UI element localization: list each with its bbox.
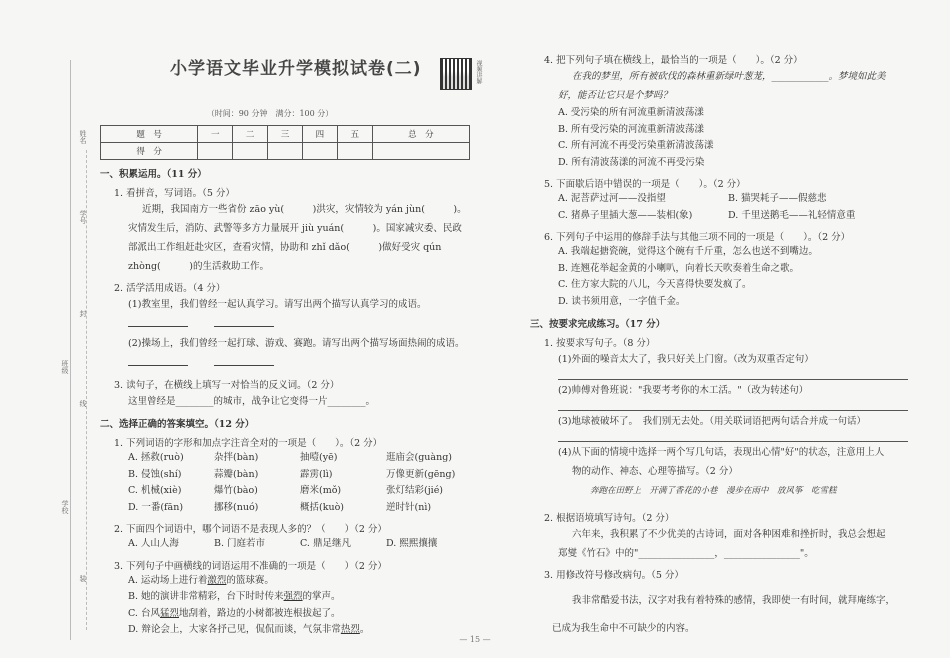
score-header-cell: 四 — [302, 126, 337, 143]
answer-blanks — [100, 355, 500, 372]
question-2-1-title: 1. 下列词语的字形和加点字注音全对的一项是（ ）。（2 分） — [114, 438, 383, 449]
answer-blanks — [100, 316, 500, 333]
option-b[interactable]: B. 门庭若市 — [214, 538, 266, 549]
side-label-seal: 封 — [79, 310, 87, 317]
option-text: 地刮着，路边的小树都被连根拔起了。 — [179, 607, 341, 619]
question-3-1-c: (3)地球被破坏了。 我们别无去处。（用关联词语把两句话合并成一句话） — [558, 416, 866, 427]
score-cell[interactable] — [372, 143, 469, 160]
option-word: 杂拌(bàn) — [214, 452, 259, 463]
score-header-cell: 总 分 — [372, 126, 469, 143]
question-2-4-options — [530, 105, 910, 171]
question-1-3-title: 3. 读句子，在横线上填写一对恰当的反义词。（2 分） — [114, 380, 340, 391]
score-header-cell: 一 — [198, 126, 233, 143]
question-1-2-b: (2)操场上，我们曾经一起打球、游戏、赛跑。请写出两个描写场面热闹的成语。 — [128, 338, 465, 349]
option-word: 挪移(nuó) — [214, 501, 259, 513]
option-word: B. 侵蚀(shí) — [128, 468, 182, 480]
option-word: 磨米(mǒ) — [300, 485, 342, 496]
question-3-2-title: 2. 根据语境填写诗句。（2 分） — [544, 513, 675, 524]
left-column — [100, 48, 500, 639]
option-text: 的掌声。 — [302, 591, 341, 602]
answer-blank[interactable] — [214, 355, 274, 366]
cut-line — [86, 150, 87, 630]
option-d[interactable]: D. 熙熙攘攘 — [386, 538, 438, 549]
underlined-word: 强烈 — [283, 591, 303, 602]
option-c[interactable]: C. 住方家大院的八儿，今天喜得快要发疯了。 — [558, 279, 752, 290]
option-word: 霹雳(lì) — [300, 468, 333, 480]
option-word: C. 机械(xiè) — [128, 485, 182, 496]
question-1-1-text: 部派出工作组赶赴灾区，查看灾情，协助和 zhǐ dǎo( )做好受灾 qún — [128, 242, 442, 253]
option-text: 的篮球赛。 — [226, 574, 274, 586]
option-a[interactable]: A. 泥菩萨过河——没指望 — [558, 193, 666, 204]
score-cell[interactable] — [268, 143, 303, 160]
answer-blank[interactable] — [214, 316, 274, 327]
qr-caption: 视频讲解 — [475, 60, 482, 84]
option-a[interactable] — [128, 573, 500, 590]
option-word: D. 一番(fān) — [128, 501, 184, 513]
header — [100, 54, 500, 94]
option-word: 爆竹(bào) — [214, 485, 258, 496]
option-d[interactable]: D. 所有清波荡漾的河流不再受污染 — [558, 156, 705, 168]
question-2-2-title: 2. 下面四个词语中，哪个词语不是表现人多的？（ ）（2 分） — [114, 524, 387, 535]
question-1-2-a: (1)教室里，我们曾经一起认真学习。请写出两个描写认真学习的成语。 — [128, 299, 427, 310]
question-1-2-title: 2. 活学活用成语。（4 分） — [114, 283, 226, 294]
option-a[interactable]: A. 我端起搪瓷碗，觉得这个碗有千斤重，怎么也送不到嘴边。 — [558, 246, 818, 257]
side-label-bind: 装 — [79, 575, 87, 582]
binding-line — [70, 60, 71, 640]
option-row[interactable] — [128, 483, 500, 500]
option-word: 概括(kuò) — [300, 501, 345, 513]
option-word: 张灯结彩(jié) — [386, 485, 444, 496]
right-column — [530, 48, 910, 637]
option-word: 万像更新(gēng) — [386, 468, 456, 480]
binding-strip — [58, 60, 86, 640]
answer-line[interactable] — [558, 378, 908, 380]
page-number: — 15 — — [459, 635, 491, 644]
score-cell[interactable] — [233, 143, 268, 160]
question-3-1-b: (2)帅傅对鲁班说："我要考考你的木工活。"（改为转述句） — [558, 385, 809, 396]
score-cell[interactable] — [302, 143, 337, 160]
question-3-3-text: 已成为我生命中不可缺少的内容。 — [552, 623, 695, 634]
side-label-class: 班级 — [61, 360, 69, 374]
score-header-cell: 三 — [268, 126, 303, 143]
question-1-1-text: 灾情发生后，消防、武警等多方力量展开 jiù yuán( )。国家减灾委、民政 — [128, 223, 462, 234]
option-a[interactable]: A. 受污染的所有河流重新清波荡漾 — [558, 107, 704, 118]
question-1-1-text: 近期，我国南方一些省份 zāo yù( )洪灾，灾情较为 yán jùn( )。 — [142, 204, 467, 215]
section-3-title: 三、按要求完成练习。（17 分） — [530, 319, 666, 330]
option-row[interactable] — [128, 467, 500, 484]
question-1-1-title: 1. 看拼音，写词语。（5 分） — [114, 188, 235, 199]
question-2-6-options — [530, 244, 910, 310]
score-cell[interactable] — [337, 143, 372, 160]
question-2-4-text: 好，能否让它只是个梦吗？ — [558, 90, 673, 101]
underlined-word: 激烈 — [207, 574, 227, 586]
scene-options: 奔跑在田野上 开满了香花的小巷 漫步在雨中 放风筝 吃雪糕 — [590, 486, 837, 496]
score-table-score-row — [101, 143, 470, 160]
option-row[interactable] — [128, 500, 500, 517]
side-label-school: 学校 — [61, 500, 69, 514]
option-word: 蒜瓣(bàn) — [214, 468, 259, 480]
underlined-word: 猛烈 — [159, 607, 179, 619]
option-d[interactable]: D. 读书须用意，一字值千金。 — [558, 295, 686, 307]
question-3-3-title: 3. 用修改符号修改病句。（5 分） — [544, 570, 684, 581]
side-label-line: 线 — [79, 400, 87, 407]
score-row-label: 得 分 — [101, 143, 198, 160]
score-table — [100, 125, 470, 160]
side-label-name: 姓名 — [79, 130, 87, 144]
score-table-header-row — [101, 126, 470, 143]
option-word: 逛庙会(guàng) — [386, 452, 452, 463]
question-2-1-options — [100, 450, 500, 516]
question-2-5-options — [530, 191, 910, 224]
option-b[interactable] — [128, 589, 500, 606]
option-word: A. 拯救(ruò) — [128, 452, 184, 463]
question-2-3-title: 3. 下列句子中画横线的词语运用不准确的一项是（ ）（2 分） — [114, 560, 387, 572]
option-b[interactable]: B. 猫哭耗子——假慈悲 — [728, 193, 827, 204]
option-text: B. 她的演讲非常精彩，台下时时传来 — [128, 591, 284, 602]
question-2-3-options — [100, 573, 500, 639]
page-title: 小学语文毕业升学模拟试卷(二) — [170, 59, 422, 79]
question-1-3-text: 这里曾经是________的城市，战争让它变得一片________。 — [128, 396, 376, 407]
answer-blank[interactable] — [128, 316, 188, 327]
exam-subtitle: （时间：90 分钟 满分：100 分） — [206, 109, 334, 118]
question-2-2-options — [100, 536, 500, 553]
option-c[interactable]: C. 鼎足继凡 — [300, 538, 351, 549]
option-c[interactable]: C. 猪鼻子里插大葱——装相(象) — [558, 209, 693, 221]
option-d[interactable]: D. 千里送鹅毛——礼轻情意重 — [728, 209, 856, 221]
option-b[interactable]: B. 所有受污染的河流重新清波荡漾 — [558, 123, 705, 135]
option-word: 抽噎(yē) — [300, 452, 338, 463]
question-3-1-d: 物的动作、神态、心理等描写。（2 分） — [572, 466, 738, 477]
option-text: D. 辩论会上，大家各抒己见，侃侃而谈，气氛非常 — [128, 624, 341, 635]
question-3-1-a: (1)外面的噪音太大了，我只好关上门窗。（改为双重否定句） — [558, 354, 814, 365]
section-1-title: 一、积累运用。（11 分） — [100, 169, 207, 180]
score-header-cell: 五 — [337, 126, 372, 143]
question-3-2-text: 六年来，我积累了不少优美的古诗词，面对各种困难和挫折时，我总会想起 — [572, 529, 886, 540]
score-header-cell: 二 — [233, 126, 268, 143]
option-a[interactable]: A. 人山人海 — [128, 538, 179, 549]
underlined-word: 热烈 — [340, 624, 360, 635]
answer-blank[interactable] — [128, 355, 188, 366]
option-row[interactable] — [128, 450, 500, 467]
score-cell[interactable] — [198, 143, 233, 160]
option-text: A. 运动场上进行着 — [128, 574, 208, 586]
option-text: C. 台风 — [128, 607, 160, 619]
option-text: 。 — [359, 624, 370, 635]
question-2-4-text: 在我的梦里，所有被砍伐的森林重新绿叶葱茏，____________。梦境如此美 — [572, 71, 886, 82]
question-3-1-title: 1. 按要求写句子。（8 分） — [544, 338, 656, 349]
question-3-1-d: (4)从下面的情境中选择一两个写几句话，表现出心情"好"的状态，注意用上人 — [558, 447, 885, 458]
answer-line[interactable] — [558, 440, 908, 442]
qr-code-icon[interactable] — [440, 58, 472, 90]
score-header-cell: 题 号 — [101, 126, 198, 143]
question-3-2-text: 郑燮《竹石》中的"________________，________________"。 — [558, 548, 814, 559]
option-word: 逆时针(nì) — [386, 501, 432, 513]
section-2-title: 二、选择正确的答案填空。（12 分） — [100, 419, 255, 430]
question-1-1-text: zhòng( )的生活救助工作。 — [128, 261, 269, 272]
question-3-3-text: 我非常酷爱书法，汉字对我有着特殊的感情，我即使一有时间，就拜庵练字， — [572, 595, 896, 606]
question-2-6-title: 6. 下列句子中运用的修辞手法与其他三项不同的一项是（ ）。（2 分） — [544, 232, 851, 243]
option-c[interactable] — [128, 606, 500, 623]
answer-line[interactable] — [558, 409, 908, 411]
side-label-number: 学号 — [79, 210, 87, 224]
question-2-4-title: 4. 把下列句子填在横线上，最恰当的一项是（ ）。（2 分） — [544, 55, 803, 66]
question-2-5-title: 5. 下面歇后语中错误的一项是（ ）。（2 分） — [544, 179, 746, 190]
option-c[interactable]: C. 所有河流不再受污染重新清波荡漾 — [558, 140, 714, 151]
option-b[interactable]: B. 连翘花举起金黄的小喇叭，向着长天吹奏着生命之歌。 — [558, 262, 800, 274]
